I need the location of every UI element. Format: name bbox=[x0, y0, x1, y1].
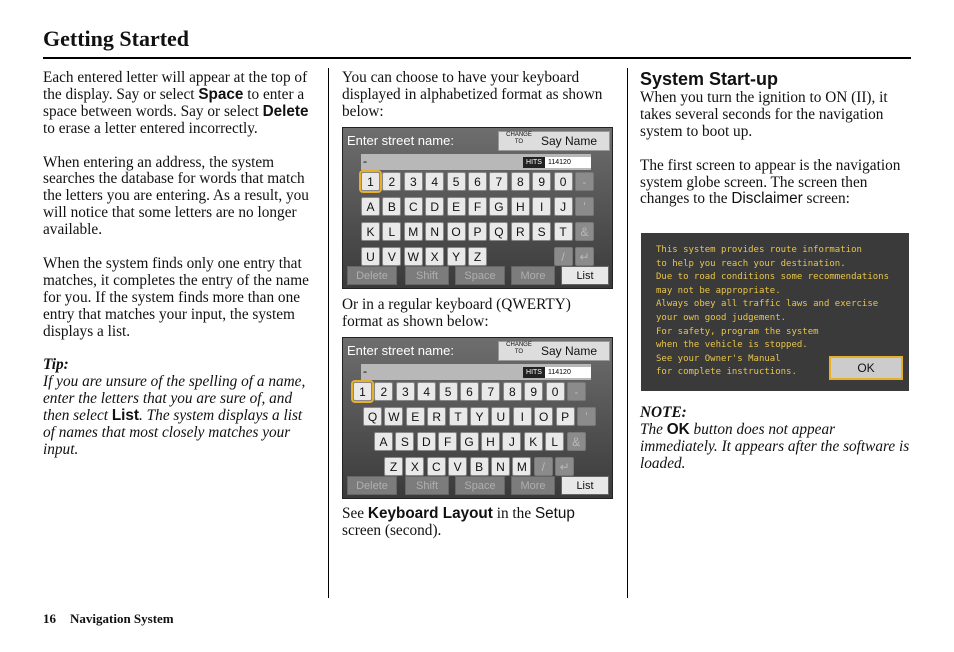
text: to enter a space between words. Say or select bbox=[43, 85, 305, 120]
key-W[interactable]: W bbox=[384, 407, 403, 426]
key-W[interactable]: W bbox=[404, 247, 423, 266]
list-button[interactable]: List bbox=[561, 266, 609, 285]
key-H[interactable]: H bbox=[481, 432, 500, 451]
text: See bbox=[342, 505, 368, 522]
entry-text: - bbox=[363, 364, 367, 378]
key-7[interactable]: 7 bbox=[481, 382, 500, 401]
column-1 bbox=[43, 70, 315, 459]
change-to-button[interactable] bbox=[498, 131, 610, 151]
term-setup: Setup bbox=[534, 505, 575, 522]
note-text bbox=[640, 422, 912, 473]
key-G[interactable]: G bbox=[489, 197, 508, 216]
key-9[interactable]: 9 bbox=[524, 382, 543, 401]
key-L[interactable]: L bbox=[545, 432, 564, 451]
key-Y[interactable]: Y bbox=[447, 247, 466, 266]
hits-value: 114120 bbox=[548, 369, 571, 376]
tip-text bbox=[43, 374, 315, 459]
disclaimer-line: Due to road conditions some recommendations bbox=[656, 272, 889, 283]
change-to-button[interactable] bbox=[498, 341, 610, 361]
more-button[interactable]: More bbox=[511, 476, 555, 495]
key-'[interactable]: ' bbox=[577, 407, 596, 426]
hits-label: HITS bbox=[523, 367, 545, 378]
key-C[interactable]: C bbox=[427, 457, 446, 476]
term-keyboard-layout: Keyboard Layout bbox=[367, 505, 493, 522]
tip-label: Tip: bbox=[43, 356, 69, 374]
key-E[interactable]: E bbox=[406, 407, 425, 426]
change-to-label: CHANGE TO bbox=[506, 132, 532, 145]
key-G[interactable]: G bbox=[460, 432, 479, 451]
key--[interactable]: - bbox=[575, 172, 594, 191]
term-list: List bbox=[111, 407, 140, 425]
key-3[interactable]: 3 bbox=[404, 172, 423, 191]
key-M[interactable]: M bbox=[512, 457, 531, 476]
key-E[interactable]: E bbox=[447, 197, 466, 216]
disclaimer-line: Always obey all traffic laws and exercise bbox=[656, 299, 879, 310]
text: The first screen to appear is the navigation system globe screen. The screen then changes to the bbox=[640, 156, 901, 208]
key-J[interactable]: J bbox=[502, 432, 521, 451]
alpha-keyboard-screen bbox=[342, 127, 613, 289]
term-space: Space bbox=[198, 85, 244, 103]
key-1[interactable]: 1 bbox=[353, 382, 372, 401]
text: button does not appear immediately. It appears after the software is loaded. bbox=[640, 420, 910, 472]
say-name-label: Say Name bbox=[541, 344, 598, 358]
key-V[interactable]: V bbox=[448, 457, 467, 476]
footer bbox=[43, 611, 188, 627]
key-B[interactable]: B bbox=[382, 197, 401, 216]
paragraph-matches: When the system finds only one entry that matches, it completes the entry of the name for you. If the system finds more than one entry that matches your input, the system displays a list. bbox=[43, 254, 309, 340]
key-Z[interactable]: Z bbox=[384, 457, 403, 476]
qwerty-keyboard-screen bbox=[342, 337, 613, 499]
column-divider-1 bbox=[328, 68, 329, 598]
key-7[interactable]: 7 bbox=[489, 172, 508, 191]
key-2[interactable]: 2 bbox=[374, 382, 393, 401]
key-&[interactable]: & bbox=[567, 432, 586, 451]
shift-button[interactable]: Shift bbox=[405, 266, 449, 285]
key-X[interactable]: X bbox=[425, 247, 444, 266]
key-R[interactable]: R bbox=[427, 407, 446, 426]
key-/[interactable]: / bbox=[534, 457, 553, 476]
key-X[interactable]: X bbox=[405, 457, 424, 476]
delete-button[interactable]: Delete bbox=[347, 266, 397, 285]
key-I[interactable]: I bbox=[532, 197, 551, 216]
key-8[interactable]: 8 bbox=[511, 172, 530, 191]
paragraph-qwerty: Or in a regular keyboard (QWERTY) format as shown below: bbox=[342, 296, 571, 330]
disclaimer-line: This system provides route information bbox=[656, 245, 862, 255]
text: in the bbox=[492, 505, 535, 522]
key-P[interactable]: P bbox=[468, 222, 487, 241]
paragraph-search: When entering an address, the system searches the database for words that match the letters you are entering. As a result, you will notice that some letters are no longer available. bbox=[43, 153, 309, 239]
text: If you are unsure of the spelling of a name, enter the letters that you are sure of, and then select bbox=[43, 373, 306, 425]
key-I[interactable]: I bbox=[513, 407, 532, 426]
note bbox=[640, 405, 912, 473]
term-ok: OK bbox=[666, 420, 690, 438]
disclaimer-line: your own good judgement. bbox=[656, 312, 787, 323]
key-N[interactable]: N bbox=[491, 457, 510, 476]
disclaimer-line: to help you reach your destination. bbox=[656, 258, 846, 269]
key-J[interactable]: J bbox=[554, 197, 573, 216]
disclaimer-line: See your Owner's Manual bbox=[656, 353, 781, 364]
key-enter[interactable]: ↵ bbox=[575, 247, 594, 266]
key-F[interactable]: F bbox=[468, 197, 487, 216]
key-6[interactable]: 6 bbox=[468, 172, 487, 191]
text: screen: bbox=[802, 190, 850, 208]
key-6[interactable]: 6 bbox=[460, 382, 479, 401]
note-label: NOTE: bbox=[640, 404, 687, 421]
key--[interactable]: - bbox=[567, 382, 586, 401]
disclaimer-line: for complete instructions. bbox=[656, 367, 797, 378]
key-H[interactable]: H bbox=[511, 197, 530, 216]
column-divider-2 bbox=[627, 68, 628, 598]
more-button[interactable]: More bbox=[511, 266, 555, 285]
key-5[interactable]: 5 bbox=[447, 172, 466, 191]
key-U[interactable]: U bbox=[361, 247, 380, 266]
paragraph-see bbox=[342, 506, 614, 540]
list-button[interactable]: List bbox=[561, 476, 609, 495]
key-F[interactable]: F bbox=[438, 432, 457, 451]
hits-label: HITS bbox=[523, 157, 545, 168]
key-D[interactable]: D bbox=[417, 432, 436, 451]
key-4[interactable]: 4 bbox=[417, 382, 436, 401]
key-B[interactable]: B bbox=[470, 457, 489, 476]
key-T[interactable]: T bbox=[449, 407, 468, 426]
key-T[interactable]: T bbox=[554, 222, 573, 241]
space-button[interactable]: Space bbox=[455, 476, 505, 495]
key-N[interactable]: N bbox=[425, 222, 444, 241]
key-/[interactable]: / bbox=[554, 247, 573, 266]
page-number: 16 bbox=[43, 611, 56, 626]
screen-title: Enter street name: bbox=[347, 133, 454, 148]
footer-text: Navigation System bbox=[70, 611, 174, 626]
text: The bbox=[640, 420, 667, 438]
key-L[interactable]: L bbox=[382, 222, 401, 241]
column-2 bbox=[342, 70, 614, 121]
key-4[interactable]: 4 bbox=[425, 172, 444, 191]
key-8[interactable]: 8 bbox=[503, 382, 522, 401]
paragraph-startup: When you turn the ignition to ON (II), it takes several seconds for the navigation system to boot up. bbox=[640, 89, 888, 140]
key-D[interactable]: D bbox=[425, 197, 444, 216]
section-heading: System Start-up bbox=[640, 69, 779, 89]
key-3[interactable]: 3 bbox=[396, 382, 415, 401]
delete-button[interactable]: Delete bbox=[347, 476, 397, 495]
key-'[interactable]: ' bbox=[575, 197, 594, 216]
paragraph-disclaimer bbox=[640, 158, 912, 209]
disclaimer-line: when the vehicle is stopped. bbox=[656, 340, 808, 351]
text: screen (second). bbox=[342, 521, 442, 539]
key-1[interactable]: 1 bbox=[361, 172, 380, 191]
hits-counter bbox=[523, 157, 591, 168]
ok-button[interactable]: OK bbox=[829, 356, 903, 380]
paragraph-entry bbox=[43, 70, 315, 138]
key-O[interactable]: O bbox=[534, 407, 553, 426]
key-A[interactable]: A bbox=[361, 197, 380, 216]
hits-counter bbox=[523, 367, 591, 378]
text: . The system displays a list of names that most closely matches your input. bbox=[43, 407, 303, 458]
key-P[interactable]: P bbox=[556, 407, 575, 426]
key-K[interactable]: K bbox=[361, 222, 380, 241]
key-M[interactable]: M bbox=[404, 222, 423, 241]
disclaimer-line: may not be appropriate. bbox=[656, 285, 781, 296]
text: Each entered letter will appear at the top of the display. Say or select bbox=[43, 69, 308, 103]
key-2[interactable]: 2 bbox=[382, 172, 401, 191]
key-Q[interactable]: Q bbox=[363, 407, 382, 426]
change-to-label: CHANGE TO bbox=[506, 342, 532, 355]
key-Q[interactable]: Q bbox=[489, 222, 508, 241]
key-enter[interactable]: ↵ bbox=[555, 457, 574, 476]
key-U[interactable]: U bbox=[491, 407, 510, 426]
space-button[interactable]: Space bbox=[455, 266, 505, 285]
entry-text: - bbox=[363, 154, 367, 168]
title-rule bbox=[43, 57, 911, 59]
disclaimer-screen bbox=[641, 233, 909, 391]
key-V[interactable]: V bbox=[382, 247, 401, 266]
key-Y[interactable]: Y bbox=[470, 407, 489, 426]
text: to erase a letter entered incorrectly. bbox=[43, 119, 258, 137]
screen-title: Enter street name: bbox=[347, 343, 454, 358]
key-&[interactable]: & bbox=[575, 222, 594, 241]
disclaimer-line: For safety, program the system bbox=[656, 326, 819, 337]
key-O[interactable]: O bbox=[447, 222, 466, 241]
key-9[interactable]: 9 bbox=[532, 172, 551, 191]
say-name-label: Say Name bbox=[541, 134, 598, 148]
paragraph-alpha: You can choose to have your keyboard displayed in alphabetized format as shown below: bbox=[342, 69, 603, 120]
column-3 bbox=[640, 69, 912, 225]
term-delete: Delete bbox=[262, 102, 309, 120]
key-0[interactable]: 0 bbox=[546, 382, 565, 401]
shift-button[interactable]: Shift bbox=[405, 476, 449, 495]
key-K[interactable]: K bbox=[524, 432, 543, 451]
page-title: Getting Started bbox=[43, 26, 190, 51]
key-S[interactable]: S bbox=[532, 222, 551, 241]
hits-value: 114120 bbox=[548, 159, 571, 166]
key-5[interactable]: 5 bbox=[439, 382, 458, 401]
key-Z[interactable]: Z bbox=[468, 247, 487, 266]
key-C[interactable]: C bbox=[404, 197, 423, 216]
key-0[interactable]: 0 bbox=[554, 172, 573, 191]
key-R[interactable]: R bbox=[511, 222, 530, 241]
key-A[interactable]: A bbox=[374, 432, 393, 451]
key-S[interactable]: S bbox=[395, 432, 414, 451]
term-disclaimer: Disclaimer bbox=[731, 190, 803, 208]
